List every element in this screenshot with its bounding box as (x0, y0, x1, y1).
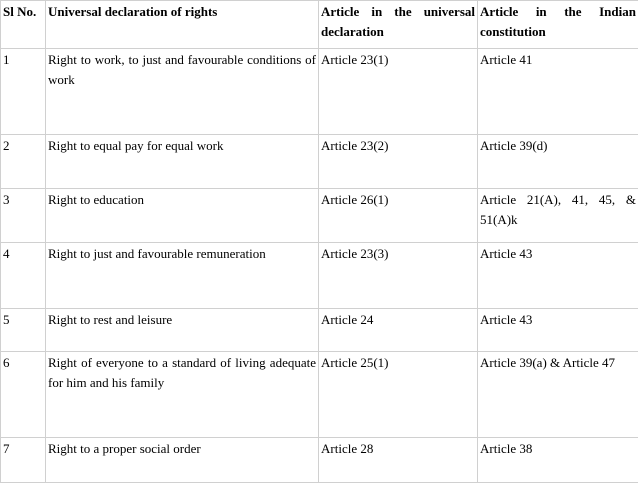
cell-udhr-article: Article 23(1) (319, 49, 478, 135)
cell-udhr-article: Article 25(1) (319, 352, 478, 438)
cell-sl-no: 7 (1, 438, 46, 483)
header-sl-no: Sl No. (1, 1, 46, 49)
cell-sl-no: 5 (1, 309, 46, 352)
cell-sl-no: 6 (1, 352, 46, 438)
cell-right: Right to equal pay for equal work (46, 135, 319, 189)
cell-right: Right to education (46, 189, 319, 243)
table-row (1, 135, 638, 189)
cell-right: Right to work, to just and favourable conditions of work (46, 49, 319, 135)
table-header (1, 1, 638, 49)
cell-constitution-article: Article 41 (478, 49, 638, 135)
header-universal-declaration: Universal declaration of rights (46, 1, 319, 49)
cell-constitution-article: Article 21(A), 41, 45, & 51(A)k (478, 189, 638, 243)
cell-sl-no: 1 (1, 49, 46, 135)
header-article-constitution: Article in the Indian constitution (478, 1, 638, 49)
cell-udhr-article: Article 26(1) (319, 189, 478, 243)
cell-right: Right to a proper social order (46, 438, 319, 483)
header-row (1, 1, 638, 49)
cell-sl-no: 2 (1, 135, 46, 189)
cell-constitution-article: Article 43 (478, 243, 638, 309)
cell-constitution-article: Article 39(d) (478, 135, 638, 189)
cell-constitution-article: Article 38 (478, 438, 638, 483)
table-row (1, 438, 638, 483)
cell-udhr-article: Article 28 (319, 438, 478, 483)
cell-udhr-article: Article 24 (319, 309, 478, 352)
table-row (1, 243, 638, 309)
cell-sl-no: 4 (1, 243, 46, 309)
table-row (1, 49, 638, 135)
cell-constitution-article: Article 39(a) & Article 47 (478, 352, 638, 438)
cell-constitution-article: Article 43 (478, 309, 638, 352)
cell-sl-no: 3 (1, 189, 46, 243)
table-row (1, 352, 638, 438)
cell-right: Right to just and favourable remuneration (46, 243, 319, 309)
table-row (1, 309, 638, 352)
header-article-universal: Article in the universal declaration (319, 1, 478, 49)
cell-right: Right of everyone to a standard of living adequate for him and his family (46, 352, 319, 438)
table-row (1, 189, 638, 243)
cell-udhr-article: Article 23(3) (319, 243, 478, 309)
table-body (1, 49, 638, 483)
cell-right: Right to rest and leisure (46, 309, 319, 352)
cell-udhr-article: Article 23(2) (319, 135, 478, 189)
